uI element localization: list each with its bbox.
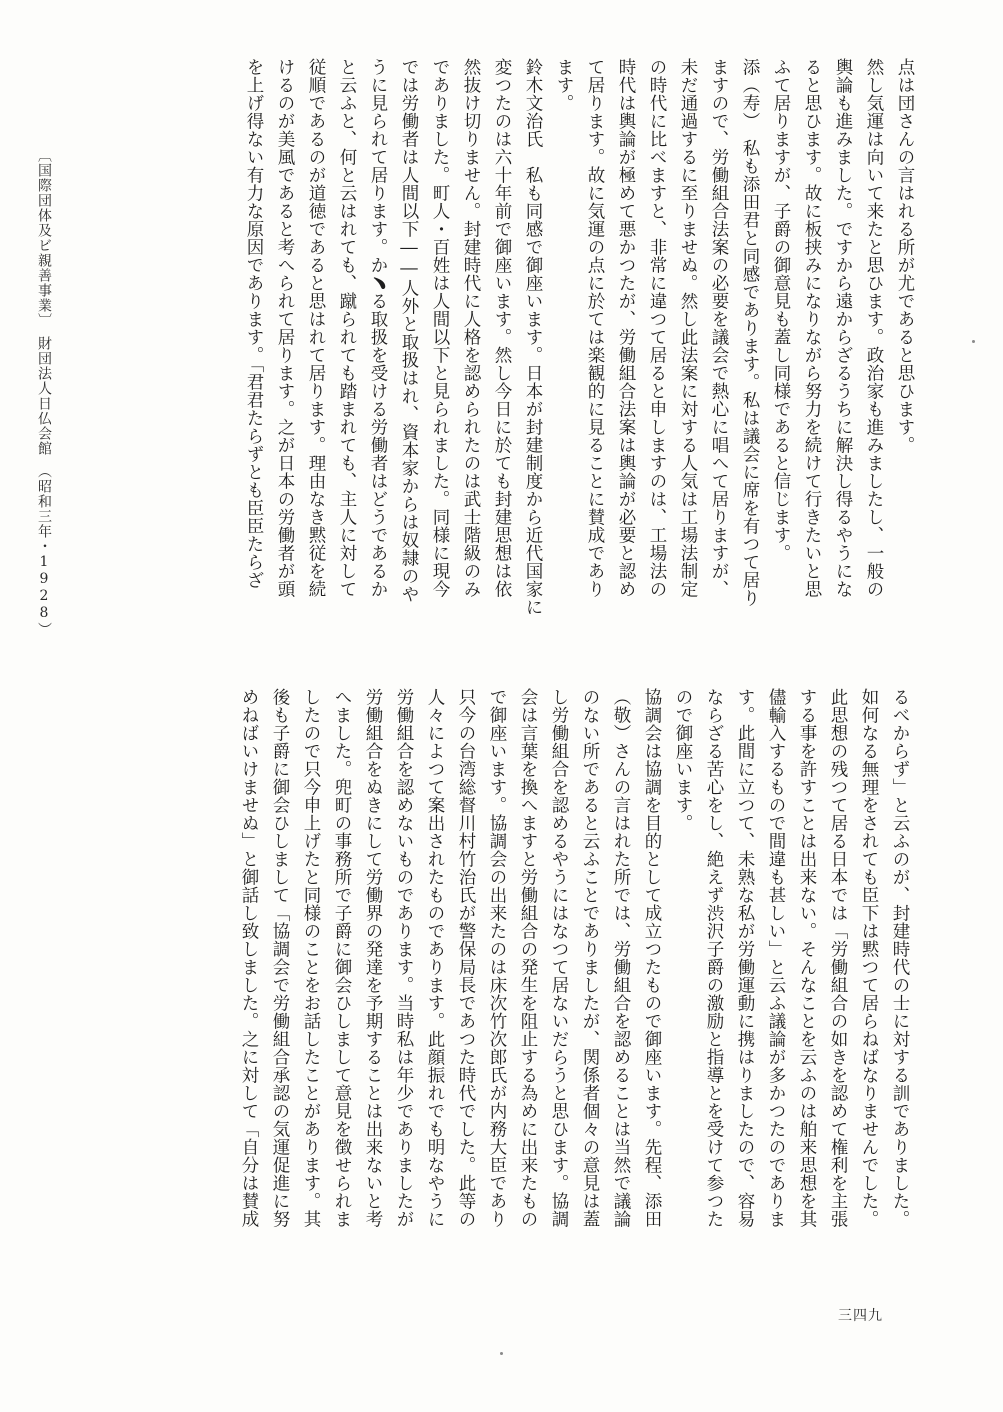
text-line: めねばいけませぬ」と御話し致しました。之に対して「自分は賛成 xyxy=(239,688,259,1228)
text-line: でありました。町人・百姓は人間以下と見られました。同様に現今 xyxy=(430,58,450,598)
text-line: 人々によつて案出されたものであります。此顔振れでも明なやうに xyxy=(425,688,445,1228)
text-line: 添（寿） 私も添田君と同感であります。私は議会に席を有つて居り xyxy=(740,58,760,608)
text-line: 輿論も進みました。ですから遠からざるうちに解決し得るやうにな xyxy=(833,58,853,598)
text-line: うに見られて居ります。か﹅る取扱を受ける労働者はどうであるか xyxy=(368,58,388,598)
running-footer: 〔国際団体及ビ親善事業〕 財団法人日仏会館 （昭和三年・1928） xyxy=(36,148,52,637)
text-line: 会は言葉を換へますと労働組合の発生を阻止する為めに出来たもの xyxy=(518,688,538,1228)
text-line: 労働組合を認めないものであります。当時私は年少でありましたが xyxy=(394,688,414,1228)
text-line: て居ります。故に気運の点に於ては楽観的に見ることに賛成であり xyxy=(585,58,605,598)
lower-text-block xyxy=(95,688,915,1378)
text-line: で御座います。協調会の出来たのは床次竹次郎氏が内務大臣であり xyxy=(487,688,507,1228)
text-line: ふて居りますが、子爵の御意見も蓋し同様であると信じます。 xyxy=(771,58,791,562)
text-line: ると思ひます。故に板挟みになりながら努力を続けて行きたいと思 xyxy=(802,58,822,598)
text-line: 協調会は協調を目的として成立つたもので御座います。先程、添田 xyxy=(642,688,662,1228)
text-line: したので只今申上げたと同様のことをお話したことがあります。其 xyxy=(301,688,321,1228)
text-line: し労働組合を認めるやうにはなつて居ないだらうと思ひます。協調 xyxy=(549,688,569,1228)
text-line: 此思想の残つて居る日本では「労働組合の如きを認めて権利を主張 xyxy=(828,688,848,1228)
page-number: 三四九 xyxy=(838,1308,883,1324)
text-line: 労働組合をぬきにして労働界の発達を予期することは出来ないと考 xyxy=(363,688,383,1228)
text-line: ので御座います。 xyxy=(673,688,693,832)
text-line: へました。兜町の事務所で子爵に御会ひしまして意見を徴せられま xyxy=(332,688,352,1228)
text-line: 未だ通過するに至りませぬ。然し此法案に対する人気は工場法制定 xyxy=(678,58,698,598)
text-line: 然し気運は向いて来たと思ひます。政治家も進みましたし、一般の xyxy=(864,58,884,598)
text-line: する事を許すことは出来ない。そんなことを云ふのは舶来思想を其 xyxy=(797,688,817,1228)
text-line: ます。 xyxy=(554,58,574,112)
text-line: ますので、労働組合法案の必要を議会で熱心に唱へて居りますが、 xyxy=(709,58,729,598)
text-line: 儘輸入するもので間違も甚しい」と云ふ議論が多かつたのでありま xyxy=(766,688,786,1228)
text-line: のない所であると云ふことでありましたが、関係者個々の意見は蓋 xyxy=(580,688,600,1228)
text-line: 然抜け切りません。封建時代に人格を認められたのは武士階級のみ xyxy=(461,58,481,598)
text-line: を上げ得ない有力な原因であります。「君君たらずとも臣臣たらざ xyxy=(244,58,264,590)
paper-speck xyxy=(972,340,975,343)
text-line: と云ふと、何と云はれても、蹴られても踏まれても、主人に対して xyxy=(337,58,357,598)
text-line: の時代に比べますと、非常に違つて居ると申しますのは、工場法の xyxy=(647,58,667,598)
text-line: （敬）さんの言はれた所では、労働組合を認めることは当然で議論 xyxy=(611,688,631,1228)
text-line: す。此間に立つて、未熟な私が労働運動に携はりましたので、容易 xyxy=(735,688,755,1228)
text-line: 只今の台湾総督川村竹治氏が警保局長であつた時代でした。此等の xyxy=(456,688,476,1228)
paper-speck xyxy=(500,1352,503,1355)
text-line: ならざる苦心をし、絶えず渋沢子爵の激励と指導とを受けて参つた xyxy=(704,688,724,1228)
text-line: 時代は輿論が極めて悪かつたが、労働組合法案は輿論が必要と認め xyxy=(616,58,636,598)
upper-text-block xyxy=(100,58,920,683)
text-line: では労働者は人間以下――人外と取扱はれ、資本家からは奴隷のや xyxy=(399,58,419,603)
text-line: 後も子爵に御会ひしまして「協調会で労働組合承認の気運促進に努 xyxy=(270,688,290,1228)
text-line: 従順であるのが道徳であると思はれて居ります。理由なき黙従を続 xyxy=(306,58,326,598)
text-line: 鈴木文治氏 私も同感で御座います。日本が封建制度から近代国家に xyxy=(523,58,543,616)
text-line: 変つたのは六十年前で御座います。然し今日に於ても封建思想は依 xyxy=(492,58,512,598)
text-line: けるのが美風であると考へられて居ります。之が日本の労働者が頭 xyxy=(275,58,295,598)
text-line: 点は団さんの言はれる所が尤であると思ひます。 xyxy=(895,58,915,454)
text-line: 如何なる無理をされても臣下は黙つて居らねばなりませんでした。 xyxy=(859,688,879,1228)
text-line: るべからず」と云ふのが、封建時代の士に対する訓でありました。 xyxy=(890,688,910,1228)
